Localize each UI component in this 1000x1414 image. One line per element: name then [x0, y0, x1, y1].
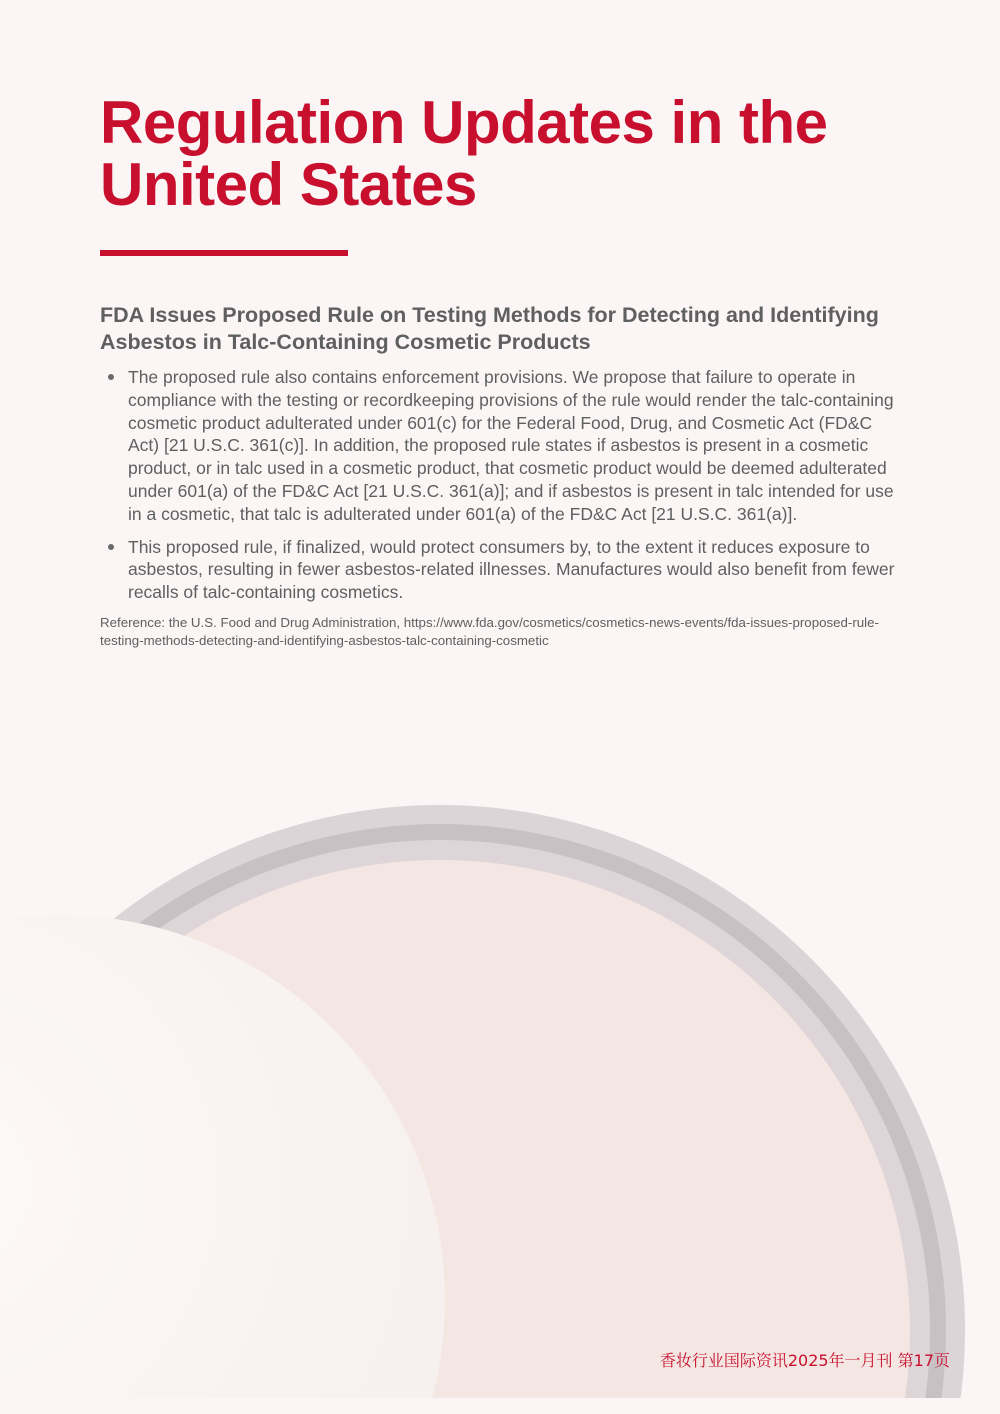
- bullet-text: The proposed rule also contains enforcement provisions. We propose that failure to operate in compliance with the testing or recordkeeping provisions of the rule would render the talc-containing cosmetic product adulterated under 601(c) for the Federal Food, Drug, and Cosmetic Act (FD&C Act) [21 U.S.C. 361(c)]. In addition, the proposed rule states if asbestos is present in a cosmetic product, or in talc used in a cosmetic product, that cosmetic product would be deemed adulterated under 601(a) of the FD&C Act [21 U.S.C. 361(a)]; and if asbestos is present in talc intended for use in a cosmetic, that talc is adulterated under 601(a) of the FD&C Act [21 U.S.C. 361(a)].: [128, 367, 894, 524]
- title-underline: [100, 250, 348, 256]
- bullet-item: [100, 366, 900, 526]
- bullet-list: [100, 366, 900, 604]
- bullet-dot-icon: [108, 374, 114, 380]
- page-title: Regulation Updates in the United States: [100, 89, 828, 218]
- bullet-dot-icon: [108, 544, 114, 550]
- bullet-text: This proposed rule, if finalized, would protect consumers by, to the extent it reduces exposure to asbestos, resulting in fewer asbestos-related illnesses. Manufactures would also benefit from fewer recalls of talc-containing cosmetics.: [128, 536, 895, 603]
- bullet-item: [100, 536, 900, 604]
- reference-note: Reference: the U.S. Food and Drug Administration, https://www.fda.gov/cosmetics/cosmetics-news-events/fda-issues-proposed-rule-testing-methods-detecting-and-identifying-asbestos-talc-containing-cosmetic: [100, 614, 879, 648]
- page-footer: 香妆行业国际资讯2025年一月刊 第17页: [659, 1351, 950, 1370]
- article-heading: FDA Issues Proposed Rule on Testing Methods for Detecting and Identifying Asbestos in Talc-Containing Cosmetic Products: [100, 303, 879, 354]
